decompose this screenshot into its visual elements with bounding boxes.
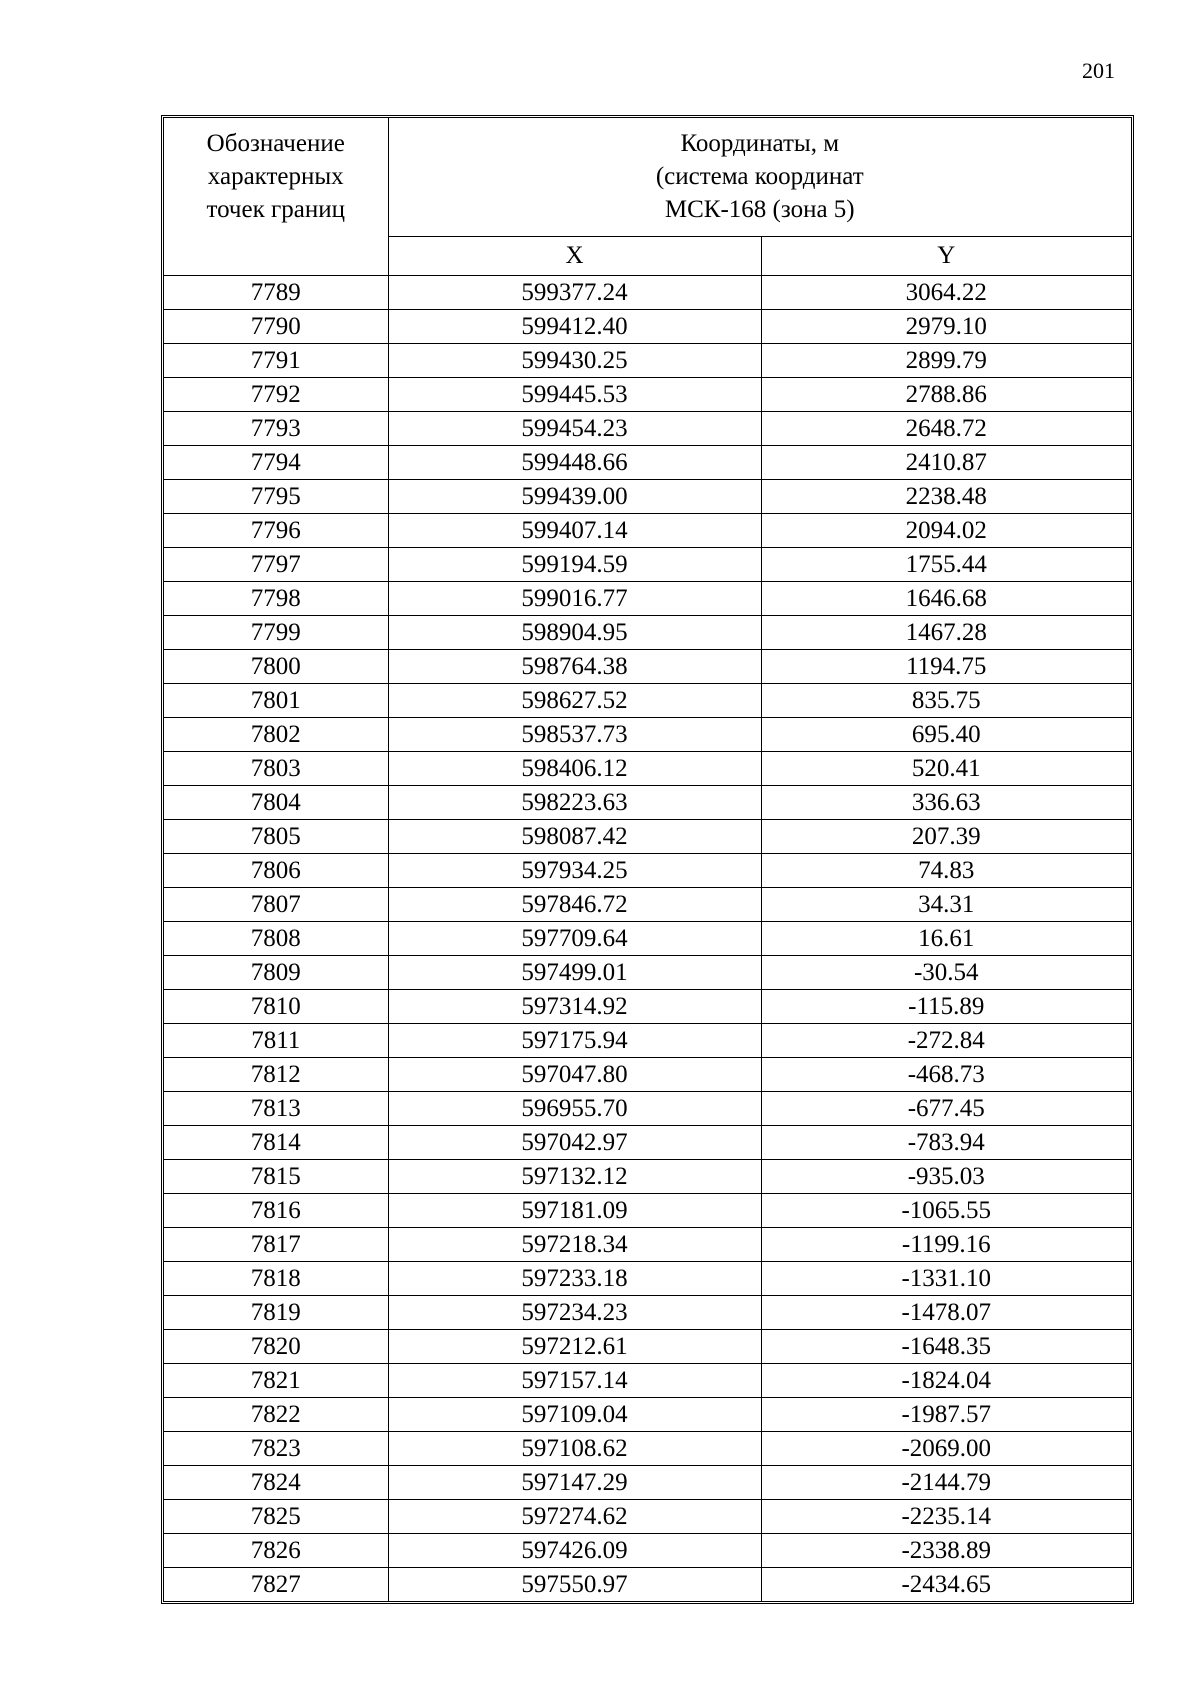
y-cell: 2238.48 (761, 480, 1131, 514)
x-cell: 599430.25 (388, 344, 761, 378)
point-cell: 7807 (164, 888, 388, 922)
point-cell: 7814 (164, 1126, 388, 1160)
table-row (164, 446, 1131, 480)
point-cell: 7801 (164, 684, 388, 718)
point-cell: 7823 (164, 1432, 388, 1466)
table-row (164, 1432, 1131, 1466)
y-cell: -1478.07 (761, 1296, 1131, 1330)
x-cell: 599407.14 (388, 514, 761, 548)
table-row (164, 310, 1131, 344)
y-cell: 2899.79 (761, 344, 1131, 378)
y-cell: 2648.72 (761, 412, 1131, 446)
x-cell: 597157.14 (388, 1364, 761, 1398)
y-column-header: Y (761, 236, 1131, 275)
table-row (164, 820, 1131, 854)
point-label-header-line: точек границ (206, 196, 345, 223)
point-cell: 7809 (164, 956, 388, 990)
point-cell: 7811 (164, 1024, 388, 1058)
point-cell: 7810 (164, 990, 388, 1024)
table-row (164, 1058, 1131, 1092)
x-cell: 597212.61 (388, 1330, 761, 1364)
x-cell: 597426.09 (388, 1534, 761, 1568)
y-cell: 3064.22 (761, 276, 1131, 310)
point-cell: 7826 (164, 1534, 388, 1568)
y-cell: -1065.55 (761, 1194, 1131, 1228)
x-cell: 597175.94 (388, 1024, 761, 1058)
x-cell: 599377.24 (388, 276, 761, 310)
y-cell: -1824.04 (761, 1364, 1131, 1398)
table-body (164, 276, 1131, 1602)
point-cell: 7796 (164, 514, 388, 548)
point-cell: 7825 (164, 1500, 388, 1534)
y-cell: 34.31 (761, 888, 1131, 922)
point-cell: 7820 (164, 1330, 388, 1364)
point-cell: 7806 (164, 854, 388, 888)
x-cell: 599412.40 (388, 310, 761, 344)
y-cell: 207.39 (761, 820, 1131, 854)
table-row (164, 480, 1131, 514)
point-cell: 7803 (164, 752, 388, 786)
x-cell: 599454.23 (388, 412, 761, 446)
x-cell: 597314.92 (388, 990, 761, 1024)
x-cell: 598087.42 (388, 820, 761, 854)
x-cell: 597047.80 (388, 1058, 761, 1092)
y-cell: -468.73 (761, 1058, 1131, 1092)
table-row (164, 1262, 1131, 1296)
y-cell: -1648.35 (761, 1330, 1131, 1364)
table-row (164, 276, 1131, 310)
coordinates-header-line: МСК-168 (зона 5) (664, 196, 855, 223)
point-cell: 7817 (164, 1228, 388, 1262)
y-cell: 74.83 (761, 854, 1131, 888)
y-cell: 695.40 (761, 718, 1131, 752)
x-cell: 597233.18 (388, 1262, 761, 1296)
table-header (164, 118, 1131, 276)
point-cell: 7789 (164, 276, 388, 310)
page-number: 201 (1082, 58, 1115, 83)
x-cell: 597846.72 (388, 888, 761, 922)
x-cell: 597550.97 (388, 1568, 761, 1602)
x-cell: 597108.62 (388, 1432, 761, 1466)
y-cell: -2434.65 (761, 1568, 1131, 1602)
point-cell: 7795 (164, 480, 388, 514)
table-row (164, 1296, 1131, 1330)
y-cell: 2788.86 (761, 378, 1131, 412)
point-cell: 7818 (164, 1262, 388, 1296)
point-cell: 7798 (164, 582, 388, 616)
coordinates-header (388, 118, 1131, 236)
point-cell: 7822 (164, 1398, 388, 1432)
x-cell: 598627.52 (388, 684, 761, 718)
point-cell: 7790 (164, 310, 388, 344)
y-cell: 2094.02 (761, 514, 1131, 548)
point-cell: 7799 (164, 616, 388, 650)
table-row (164, 1024, 1131, 1058)
point-cell: 7794 (164, 446, 388, 480)
table-row (164, 1500, 1131, 1534)
y-cell: -783.94 (761, 1126, 1131, 1160)
table-row (164, 582, 1131, 616)
point-cell: 7800 (164, 650, 388, 684)
y-cell: -272.84 (761, 1024, 1131, 1058)
point-label-header-line: Обозначение (206, 130, 345, 157)
point-cell: 7815 (164, 1160, 388, 1194)
x-cell: 598406.12 (388, 752, 761, 786)
x-cell: 597181.09 (388, 1194, 761, 1228)
point-cell: 7808 (164, 922, 388, 956)
x-cell: 597147.29 (388, 1466, 761, 1500)
y-cell: -2235.14 (761, 1500, 1131, 1534)
y-cell: -677.45 (761, 1092, 1131, 1126)
table-row (164, 718, 1131, 752)
y-cell: 2410.87 (761, 446, 1131, 480)
table-row (164, 650, 1131, 684)
point-cell: 7821 (164, 1364, 388, 1398)
table-row (164, 1228, 1131, 1262)
point-cell: 7805 (164, 820, 388, 854)
point-cell: 7797 (164, 548, 388, 582)
coordinates-header-line: (система координат (655, 163, 864, 190)
y-cell: -1987.57 (761, 1398, 1131, 1432)
table-row (164, 378, 1131, 412)
x-cell: 598764.38 (388, 650, 761, 684)
x-cell: 597709.64 (388, 922, 761, 956)
y-cell: -2338.89 (761, 1534, 1131, 1568)
coordinates-table-frame (161, 115, 1134, 1604)
y-cell: 1755.44 (761, 548, 1131, 582)
x-cell: 599439.00 (388, 480, 761, 514)
y-cell: 1646.68 (761, 582, 1131, 616)
point-cell: 7802 (164, 718, 388, 752)
x-cell: 597274.62 (388, 1500, 761, 1534)
table-row (164, 344, 1131, 378)
y-cell: 336.63 (761, 786, 1131, 820)
y-cell: 16.61 (761, 922, 1131, 956)
coordinates-table (164, 118, 1131, 1601)
point-cell: 7791 (164, 344, 388, 378)
table-row (164, 412, 1131, 446)
x-cell: 597042.97 (388, 1126, 761, 1160)
x-cell: 597234.23 (388, 1296, 761, 1330)
x-cell: 599445.53 (388, 378, 761, 412)
point-cell: 7804 (164, 786, 388, 820)
x-cell: 597934.25 (388, 854, 761, 888)
table-row (164, 1126, 1131, 1160)
point-cell: 7824 (164, 1466, 388, 1500)
table-row (164, 922, 1131, 956)
point-label-header-line: характерных (207, 163, 344, 190)
y-cell: -935.03 (761, 1160, 1131, 1194)
point-cell: 7812 (164, 1058, 388, 1092)
y-cell: -115.89 (761, 990, 1131, 1024)
table-row (164, 1568, 1131, 1602)
y-cell: 835.75 (761, 684, 1131, 718)
table-row (164, 1364, 1131, 1398)
point-cell: 7792 (164, 378, 388, 412)
x-cell: 598904.95 (388, 616, 761, 650)
x-cell: 598537.73 (388, 718, 761, 752)
table-row (164, 956, 1131, 990)
y-cell: -1331.10 (761, 1262, 1131, 1296)
y-cell: -2069.00 (761, 1432, 1131, 1466)
x-cell: 599016.77 (388, 582, 761, 616)
point-cell: 7793 (164, 412, 388, 446)
x-cell: 598223.63 (388, 786, 761, 820)
table-row (164, 854, 1131, 888)
x-cell: 597218.34 (388, 1228, 761, 1262)
table-row (164, 1092, 1131, 1126)
point-cell: 7816 (164, 1194, 388, 1228)
x-cell: 597109.04 (388, 1398, 761, 1432)
table-row (164, 888, 1131, 922)
table-row (164, 752, 1131, 786)
table-row (164, 1398, 1131, 1432)
x-cell: 596955.70 (388, 1092, 761, 1126)
point-label-header (164, 118, 388, 276)
table-row (164, 1330, 1131, 1364)
x-cell: 599194.59 (388, 548, 761, 582)
coordinates-header-line: Координаты, м (680, 130, 840, 157)
point-cell: 7813 (164, 1092, 388, 1126)
x-cell: 597132.12 (388, 1160, 761, 1194)
x-cell: 599448.66 (388, 446, 761, 480)
y-cell: -1199.16 (761, 1228, 1131, 1262)
y-cell: -30.54 (761, 956, 1131, 990)
y-cell: 2979.10 (761, 310, 1131, 344)
y-cell: 1467.28 (761, 616, 1131, 650)
y-cell: 1194.75 (761, 650, 1131, 684)
point-cell: 7827 (164, 1568, 388, 1602)
table-row (164, 1194, 1131, 1228)
point-cell: 7819 (164, 1296, 388, 1330)
table-row (164, 684, 1131, 718)
table-row (164, 1534, 1131, 1568)
table-row (164, 786, 1131, 820)
x-cell: 597499.01 (388, 956, 761, 990)
table-row (164, 616, 1131, 650)
x-column-header: X (388, 236, 761, 275)
y-cell: -2144.79 (761, 1466, 1131, 1500)
table-row (164, 1466, 1131, 1500)
table-row (164, 990, 1131, 1024)
table-row (164, 548, 1131, 582)
table-row (164, 1160, 1131, 1194)
y-cell: 520.41 (761, 752, 1131, 786)
table-row (164, 514, 1131, 548)
